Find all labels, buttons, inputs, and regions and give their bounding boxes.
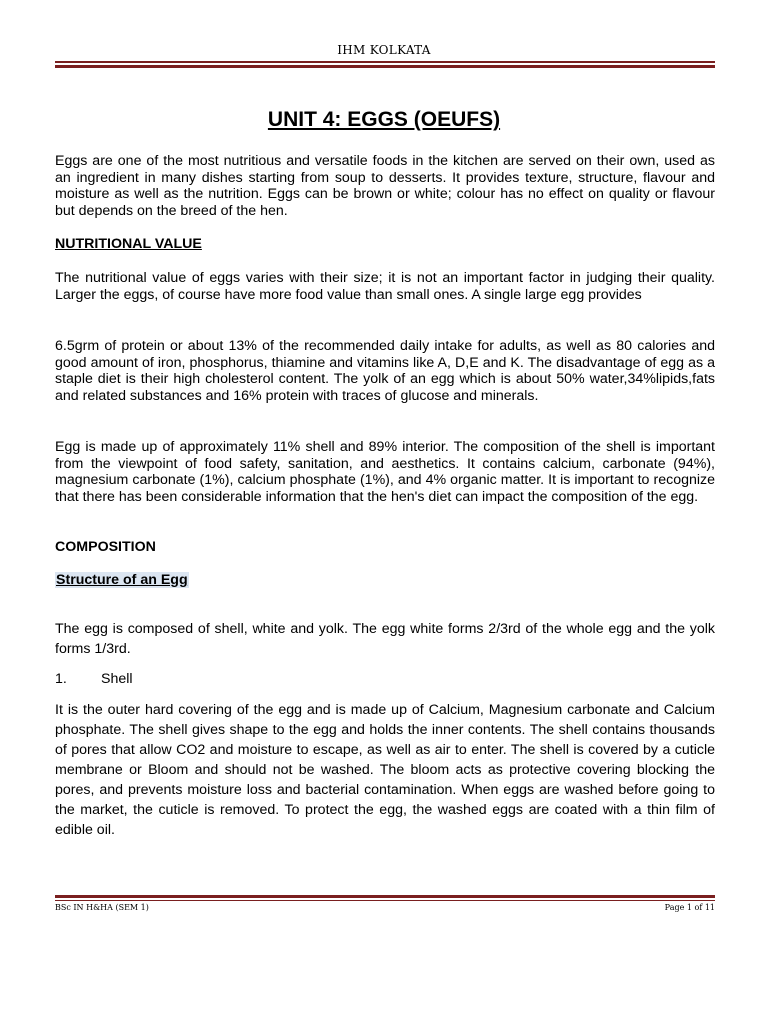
structure-heading: Structure of an Egg — [56, 572, 188, 588]
shell-paragraph: It is the outer hard covering of the egg and is made up of Calcium, Magnesium carbonate and Calcium phosphate. The shell gives shape to the egg and holds the inner contents. The shell contains thousands of pores that allow CO2 and moisture to escape, as well as air to enter. The shell is covered by a cuticle membrane or Bloom and should not be washed. The bloom acts as protective covering blocking the pores, and prevents moisture loss and bacterial contamination. When eggs are washed before going to the market, the cuticle is removed. To protect the egg, the washed eggs are coated with a thin film of edible oil. — [55, 702, 715, 838]
footer-page-number: Page 1 of 11 — [664, 903, 715, 912]
footer-course: BSc IN H&HA (SEM 1) — [55, 903, 149, 912]
structure-paragraph: The egg is composed of shell, white and yolk. The egg white forms 2/3rd of the whole egg and the yolk forms 1/3rd. — [55, 621, 715, 657]
footer-rule-thick — [55, 900, 715, 901]
composition-heading: COMPOSITION — [55, 539, 156, 555]
list-item-label-shell: Shell — [101, 671, 133, 687]
page-header-title: IHM KOLKATA — [337, 43, 431, 57]
header-rule-thin — [55, 61, 715, 63]
nutritional-paragraph-1: The nutritional value of eggs varies with their size; it is not an important factor in judging their quality. Larger the eggs, of course have more food value than small ones. A single large egg provides — [55, 270, 715, 303]
document-title: UNIT 4: EGGS (OEUFS) — [267, 108, 501, 131]
nutritional-value-heading: NUTRITIONAL VALUE — [55, 236, 202, 252]
nutritional-paragraph-2: 6.5grm of protein or about 13% of the recommended daily intake for adults, as well as 80 calories and good amount of iron, phosphorus, thiamine and vitamins like A, D,E and K. The disadvantage of egg as a staple diet is their high cholesterol content. The yolk of an egg which is about 50% water,34%lipids,fats and related substances and 16% protein with traces of glucose and minerals. — [55, 338, 715, 404]
footer-rule-thin — [55, 895, 715, 898]
nutritional-paragraph-3: Egg is made up of approximately 11% shell and 89% interior. The composition of the shell is important from the viewpoint of food safety, sanitation, and aesthetics. It contains calcium, carbonate (94%), magnesium carbonate (1%), calcium phosphate (1%), and 4% organic matter. It is important to recognize that there has been considerable information that the hen's diet can impact the composition of the egg. — [55, 439, 715, 505]
header-rule-thick — [55, 65, 715, 68]
intro-paragraph: Eggs are one of the most nutritious and versatile foods in the kitchen are served on their own, used as an ingredient in many dishes starting from soup to desserts. It provides texture, structure, flavour and moisture as well as the nutrition. Eggs can be brown or white; colour has no effect on quality or flavour but depends on the breed of the hen. — [55, 153, 715, 219]
list-item-number: 1. — [55, 671, 67, 687]
